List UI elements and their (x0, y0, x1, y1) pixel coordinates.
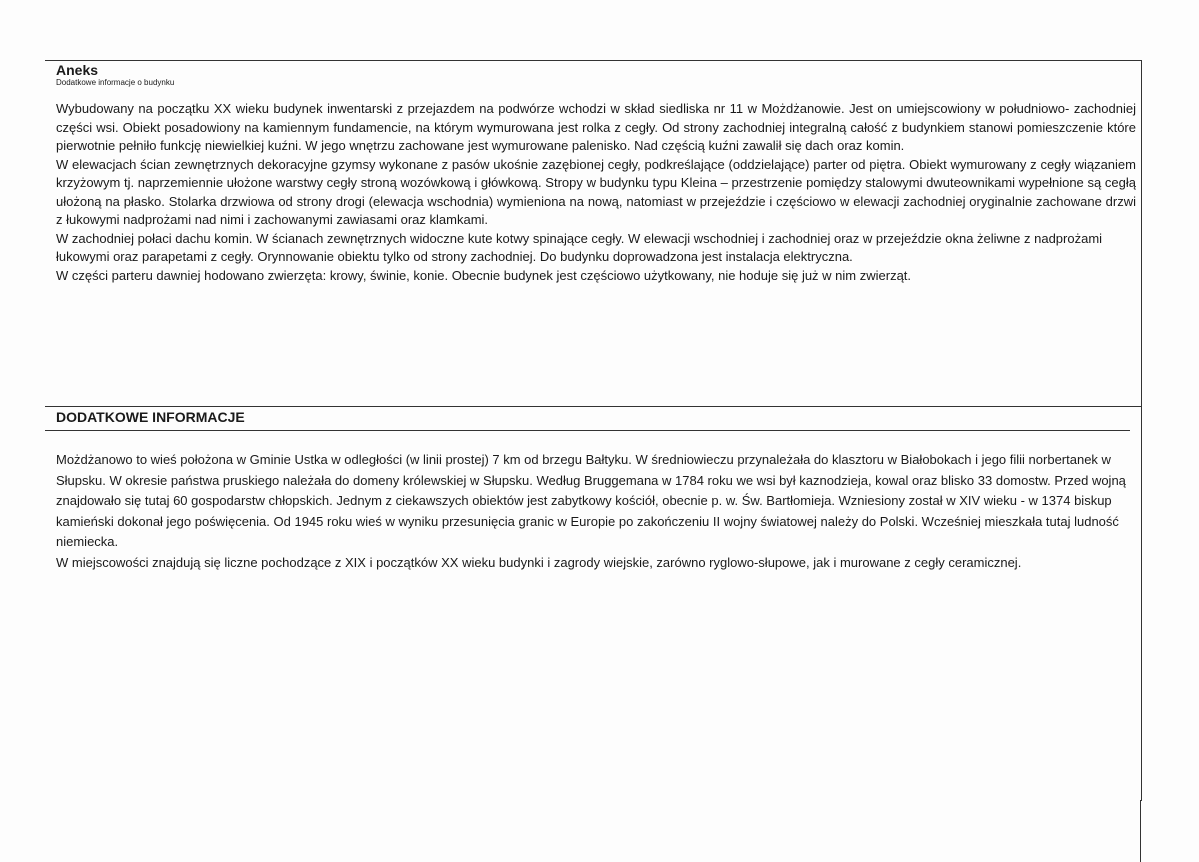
extra-info-section (56, 406, 1131, 573)
annex-paragraph-1: Wybudowany na początku XX wieku budynek inwentarski z przejazdem na podwórze wchodzi w skład siedliska nr 11 w Możdżanowie. Jest on umiejscowiony w południowo- zachodniej części wsi. Obiekt posadowiony na kamiennym fundamencie, na którym wymurowana jest rolka z cegły. Od strony zachodniej integralną całość z budynkiem stanowi pomieszczenie które pierwotnie pełniło funkcję niewielkiej kuźni. W jego wnętrzu zachowane jest wymurowane palenisko. Nad częścią kuźni zawalił się dach oraz komin. (56, 101, 1136, 153)
extra-info-paragraph-2: W miejscowości znajdują się liczne pochodzące z XIX i początków XX wieku budynki i zagrody wiejskie, zarówno ryglowo-słupowe, jak i murowane z cegły ceramicznej. (56, 554, 1022, 570)
extra-info-title-rule (45, 430, 1130, 431)
frame-edge (1140, 800, 1141, 862)
extra-info-paragraph-1: Możdżanowo to wieś położona w Gminie Ustka w odległości (w linii prostej) 7 km od brzegu Bałtyku. W średniowieczu przynależała do klasztoru w Białobokach i jego filii norbertanek w Słupsku. W okresie państwa pruskiego należała do domeny królewskiej w Słupsku. Według Bruggemana w 1784 roku we wsi był kaznodzieja, kowal oraz blisko 33 domostw. Przed wojną znajdowało się tutaj 60 gospodarstw chłopskich. Jednym z ciekawszych obiektów jest zabytkowy kościół, obecnie p. w. Św. Bartłomieja. Wzniesiony został w XIV wieku - w 1374 biskup kamieński dokonał jego poświęcenia. Od 1945 roku wieś w wyniku przesunięcia granic w Europie po zakończeniu II wojny światowej należy do Polski. Wcześniej mieszkała tutaj ludność niemiecka. (56, 452, 1126, 549)
annex-paragraph-2: W elewacjach ścian zewnętrznych dekoracyjne gzymsy wykonane z pasów ukośnie zazębionej cegły, podkreślające (oddzielające) parter od piętra. Obiekt wymurowany z cegły wiązaniem krzyżowym tj. naprzemiennie ułożone warstwy cegły stroną wozówkową i główkową. Stropy w budynku typu Kleina – przestrzenie pomiędzy stalowymi dwuteownikami wypełnione są cegłą ułożoną na płasko. Stolarka drzwiowa od strony drogi (elewacja wschodnia) wymieniona na nową, natomiast w przejeździe i częściowo w elewacji zachodniej oryginalnie zachowane drzwi z łukowymi nadprożami nad nimi i zachowanymi zawiasami oraz klamkami. (56, 156, 1136, 227)
annex-title: Aneks (56, 62, 99, 78)
annex-paragraph-3: W zachodniej połaci dachu komin. W ścianach zewnętrznych widoczne kute kotwy spinające cegły. W elewacji wschodniej i zachodniej oraz w przejeździe okna żeliwne z nadprożami łukowymi oraz parapetami z cegły. Orynnowanie obiektu tylko od strony zachodniej. Do budynku doprowadzona jest instalacja elektryczna. (56, 230, 1103, 264)
extra-info-title: DODATKOWE INFORMACJE (56, 409, 245, 425)
annex-paragraph-4: W części parteru dawniej hodowano zwierzęta: krowy, świnie, konie. Obecnie budynek jest częściowo użytkowany, nie hoduje się już w nim zwierząt. (56, 267, 912, 283)
annex-subtitle: Dodatkowe informacje o budynku (56, 78, 175, 87)
annex-section (56, 62, 1136, 285)
